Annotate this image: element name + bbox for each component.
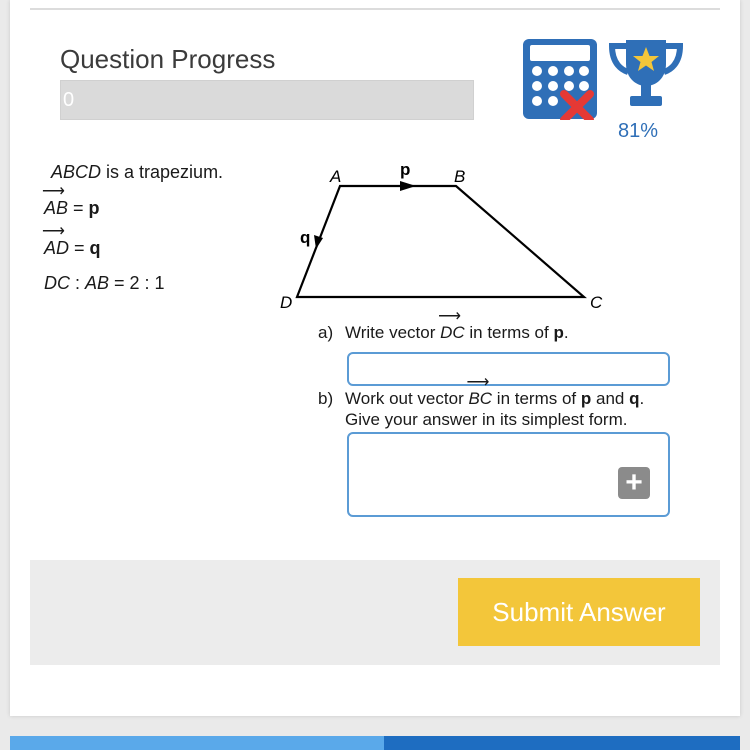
answer-b-input[interactable]	[347, 432, 670, 517]
label-a: A	[330, 167, 342, 186]
vector-ab: ⟶ AB	[44, 198, 68, 219]
submit-answer-button[interactable]: Submit Answer	[458, 578, 700, 646]
calculator-icon	[522, 38, 598, 120]
ratio-colon: :	[70, 273, 86, 293]
bottom-bar-right	[384, 736, 740, 750]
progress-value: 0	[63, 89, 75, 111]
part-a-text: Write vector	[345, 323, 441, 342]
part-b-text: in terms of	[492, 389, 581, 408]
score-percent: 81%	[618, 120, 659, 142]
equals: =	[69, 238, 90, 258]
part-a-text: in terms of	[464, 323, 554, 342]
part-a-text: .	[563, 323, 569, 342]
answer-a-input[interactable]	[347, 352, 670, 386]
vector-dc: ⟶ DC	[440, 323, 465, 343]
part-b-letter: b)	[318, 389, 334, 408]
part-b-text: Work out vector	[345, 389, 469, 408]
vector-q: q	[89, 238, 101, 258]
vector-ad: ⟶ AD	[44, 238, 69, 259]
vector-p: p	[88, 198, 100, 218]
given-ad	[44, 238, 101, 259]
vector-q: q	[629, 389, 640, 408]
footer-bar	[30, 560, 720, 665]
part-b-text: and	[591, 389, 630, 408]
label-p: p	[400, 160, 411, 179]
part-b-text: .	[639, 389, 645, 408]
given-ab	[44, 198, 100, 219]
trapezium-diagram	[276, 156, 616, 316]
vector-bc: ⟶ BC	[468, 389, 492, 409]
progress-bar	[60, 80, 474, 120]
trophy-icon	[608, 38, 684, 110]
trapezium-shape	[297, 186, 584, 297]
given-ratio	[44, 273, 165, 294]
equals: =	[68, 198, 89, 218]
label-q: q	[300, 228, 311, 247]
plus-icon[interactable]: +	[618, 467, 650, 499]
vector-p: p	[553, 323, 564, 342]
ratio-dc: DC	[44, 273, 70, 293]
part-b-instruction: Give your answer in its simplest form.	[345, 410, 628, 429]
label-b: B	[454, 167, 466, 186]
ratio-ab: AB	[85, 273, 110, 293]
vector-p: p	[580, 389, 592, 408]
progress-title: Question Progress	[60, 44, 276, 74]
ratio-value: = 2 : 1	[109, 273, 165, 293]
label-d: D	[280, 293, 293, 312]
given-statement	[51, 162, 223, 183]
part-a-question	[345, 323, 569, 343]
part-b-question	[345, 389, 644, 409]
part-a-letter: a)	[318, 323, 334, 342]
statement-text: is a trapezium.	[101, 162, 224, 182]
trapezium-name: ABCD	[51, 162, 102, 182]
arrow-p	[400, 181, 416, 191]
divider	[30, 8, 720, 10]
label-c: C	[590, 293, 603, 312]
bottom-bar-left	[10, 736, 384, 750]
